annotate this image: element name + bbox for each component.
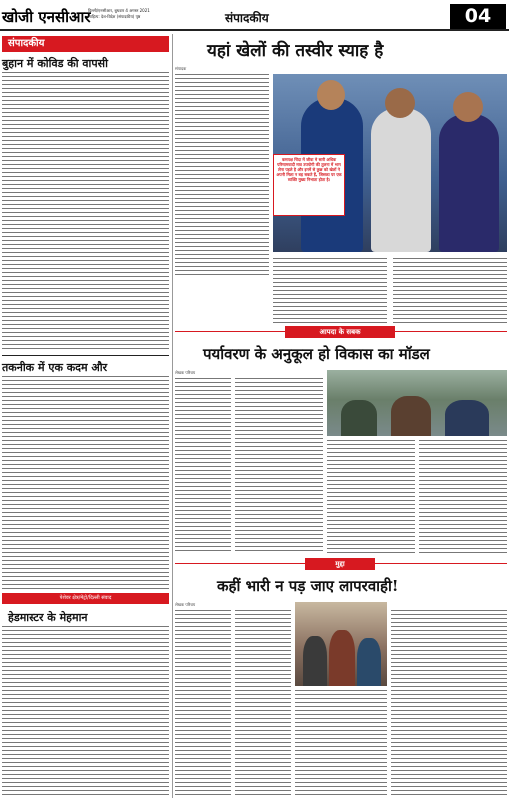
headline-technology: तकनीक में एक कदम और — [2, 361, 108, 374]
column-divider — [2, 355, 169, 356]
athlete-figure-right — [439, 114, 499, 252]
headline-headmaster: हेडमास्टर के मेहमान — [8, 611, 88, 624]
crowd-photo — [295, 602, 387, 686]
athlete-head-middle — [385, 88, 415, 118]
athlete-figure-middle — [371, 108, 431, 252]
section-tag-metro: पेशेवर क्षेत्र/मेट्रो/दिल्ली संवाद — [2, 593, 169, 604]
body-text-issue-col4 — [391, 610, 507, 798]
mid-story — [175, 326, 507, 554]
body-text-wuhan — [2, 72, 169, 351]
crowd-figure — [341, 400, 377, 436]
body-text-issue-col3 — [295, 690, 387, 798]
flood-photo — [327, 370, 507, 436]
section-tag-disaster: आपदा के सबक — [285, 326, 395, 338]
crowd-figure — [391, 396, 431, 436]
author-label: संपादक — [175, 66, 187, 71]
headline-environment: पर्यावरण के अनुकूल हो विकास का मॉडल — [203, 345, 430, 363]
body-text-env-col2 — [235, 378, 323, 554]
body-text-sports-col1 — [175, 74, 269, 276]
body-text-sports-col3 — [393, 258, 507, 324]
masthead-meta: दिल्ली/एनसीआर, बुधवार 4 अगस्त 2021 साहित्य: देश-विदेश (संपादकीय) पृष्ठ — [88, 8, 150, 19]
left-column — [2, 36, 169, 798]
top-story — [175, 34, 507, 326]
body-text-sports-col2 — [273, 258, 387, 324]
masthead — [0, 0, 509, 30]
person-figure — [303, 636, 327, 686]
athlete-head-left — [317, 80, 345, 110]
brand-logo: खोजी एनसीआर — [2, 8, 91, 26]
page-number: 04 — [450, 4, 506, 29]
athlete-head-right — [453, 92, 483, 122]
crowd-figure — [445, 400, 489, 436]
bottom-story — [175, 558, 507, 798]
headline-wuhan: बुहान में कोविड की वापसी — [2, 57, 108, 70]
body-text-headmaster — [2, 626, 169, 798]
byline-mid: लेखक परिचय — [175, 370, 196, 375]
body-text-env-col1 — [175, 378, 231, 554]
person-figure — [357, 638, 381, 686]
section-tag-issue: मुद्दा — [305, 558, 375, 570]
masthead-section: संपादकीय — [225, 11, 269, 25]
headline-negligence: कहीं भारी न पड़ जाए लापरवाही! — [217, 577, 399, 595]
body-text-issue-col1 — [175, 610, 231, 798]
masthead-rule — [0, 29, 509, 31]
body-text-issue-col2 — [235, 610, 291, 798]
body-text-technology — [2, 376, 169, 589]
body-text-env-col3 — [327, 440, 415, 554]
pull-quote: कसपक्ष चिंदा में जीवा मे सारी अधिक परिणामवादी मात्र उपयोगी की तुलना में भाग लेना पहले है और इनमें से कुछ को खेलों ने अपनी मिला न बह सकते हैं, जिसका पर एक व्यक्ति मुख्य निभाता होता है। — [273, 154, 345, 216]
headline-sports: यहां खेलों की तस्वीर स्याह है — [207, 41, 384, 61]
byline-bottom: लेखक परिचय — [175, 602, 196, 607]
section-tag-editorial: संपादकीय — [2, 36, 169, 52]
person-figure — [329, 630, 355, 686]
vertical-rule — [172, 34, 173, 798]
body-text-env-col4 — [419, 440, 507, 554]
